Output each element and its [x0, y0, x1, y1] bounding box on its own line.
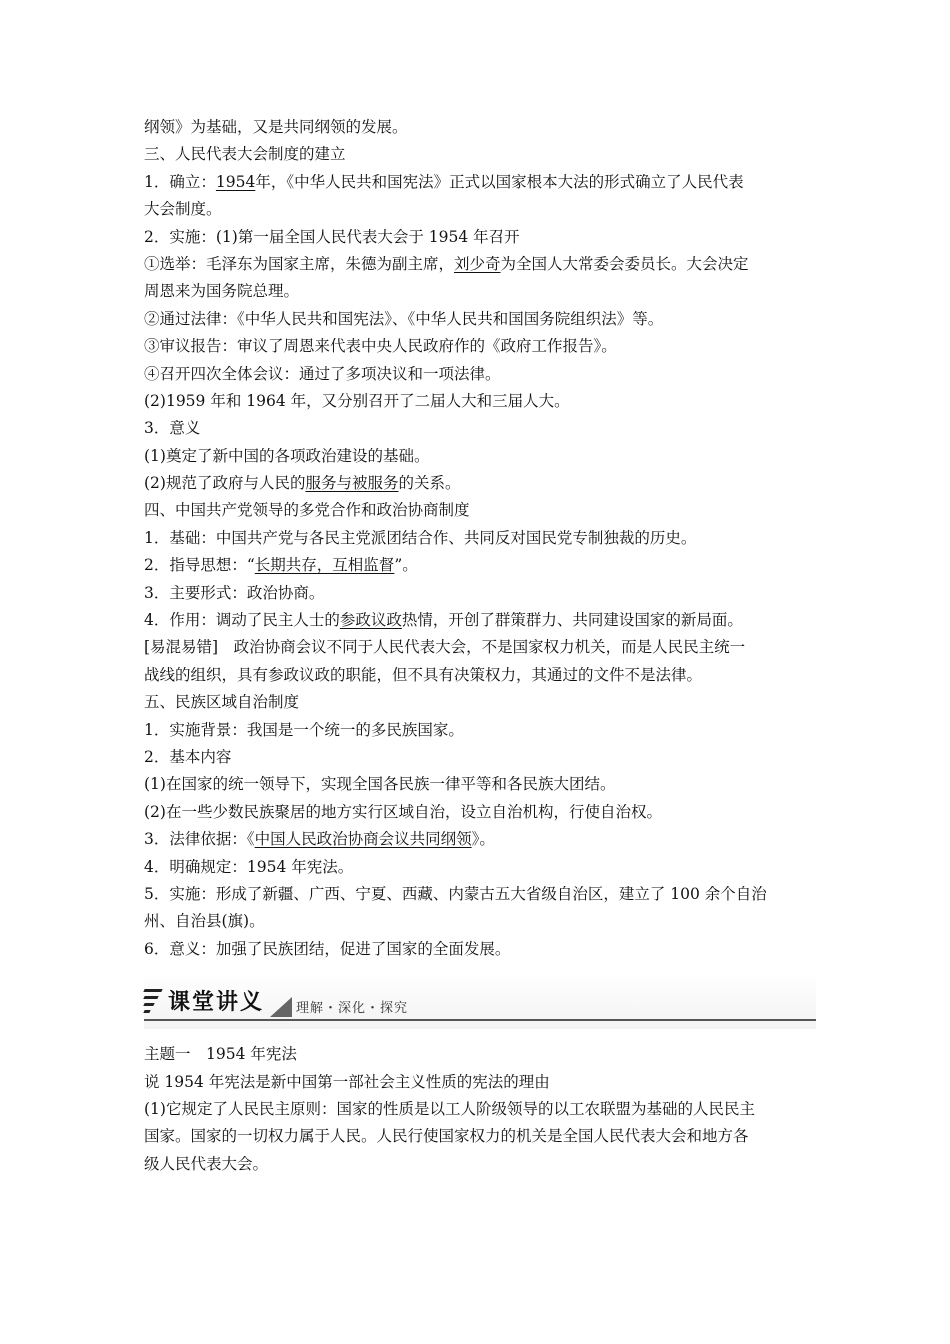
underlined-term: 中国人民政治协商会议共同纲领 [254, 830, 472, 849]
text-line [144, 278, 816, 305]
text-run: 6．意义：加强了民族团结，促进了国家的全面发展。 [144, 939, 511, 958]
text-line [144, 826, 816, 853]
text-line [144, 141, 816, 168]
text-run: 级人民代表大会。 [144, 1154, 269, 1173]
text-run: 热情，开创了群策群力、共同建设国家的新局面。 [401, 611, 743, 630]
text-run: [易混易错] 政治协商会议不同于人民代表大会，不是国家权力机关，而是人民民主统一 [144, 638, 746, 657]
text-run: 3．主要形式：政治协商。 [144, 583, 325, 602]
section-banner [144, 973, 816, 1029]
text-line [144, 525, 816, 552]
text-run: 1．确立： [144, 172, 216, 191]
underlined-term: 长期共存，互相监督 [254, 556, 395, 575]
text-line [144, 169, 816, 196]
text-run: 四、中国共产党领导的多党合作和政治协商制度 [144, 501, 470, 520]
text-run: 》。 [471, 830, 495, 849]
text-run: ①选举：毛泽东为国家主席，朱德为副主席， [144, 254, 455, 273]
text-run: 纲领》为基础，又是共同纲领的发展。 [144, 118, 408, 136]
text-run: 说 1954 年宪法是新中国第一部社会主义性质的宪法的理由 [144, 1072, 550, 1091]
underlined-term: 参政议政 [339, 611, 402, 630]
text-run: (2)在一些少数民族聚居的地方实行区域自治，设立自治机构，行使自治权。 [144, 802, 662, 821]
text-line [144, 1123, 816, 1150]
text-run: 州、自治县(旗)。 [144, 912, 265, 931]
text-run: 战线的组织，具有参政议政的职能，但不具有决策权力，其通过的文件不是法律。 [144, 665, 703, 684]
text-run: (1)它规定了人民民主原则：国家的性质是以工人阶级领导的以工农联盟为基础的人民民主 [144, 1099, 755, 1118]
text-run: 周恩来为国务院总理。 [144, 282, 300, 301]
text-line [144, 662, 816, 689]
text-run: (1)奠定了新中国的各项政治建设的基础。 [144, 446, 430, 465]
banner-stripes-icon [144, 989, 162, 1013]
text-line [144, 470, 816, 497]
text-run: 的关系。 [398, 474, 461, 493]
text-run: 2．实施：(1)第一届全国人民代表大会于 1954 年召开 [144, 227, 520, 246]
document-body-lower [144, 1041, 816, 1178]
banner-rule [144, 1019, 816, 1021]
text-line [144, 580, 816, 607]
text-run: 大会制度。 [144, 200, 222, 219]
text-line [144, 251, 816, 278]
text-line [144, 1096, 816, 1123]
text-line [144, 497, 816, 524]
text-line [144, 854, 816, 881]
text-run: ③审议报告：审议了周恩来代表中央人民政府作的《政府工作报告》。 [144, 337, 617, 356]
text-run: 国家。国家的一切权力属于人民。人民行使国家权力的机关是全国人民代表大会和地方各 [144, 1127, 749, 1146]
text-line [144, 689, 816, 716]
text-line [144, 936, 816, 963]
text-run: 2．指导思想：“ [144, 556, 255, 575]
banner-title: 课堂讲义 [168, 990, 265, 1016]
text-run: ②通过法律：《中华人民共和国宪法》、《中华人民共和国国务院组织法》等。 [144, 309, 664, 328]
text-line [144, 881, 816, 908]
banner-triangle-icon [270, 997, 292, 1017]
text-line [144, 361, 816, 388]
text-line [144, 443, 816, 470]
text-line [144, 799, 816, 826]
text-line [144, 415, 816, 442]
text-line [144, 607, 816, 634]
text-line [144, 771, 816, 798]
text-run: 5．实施：形成了新疆、广西、宁夏、西藏、内蒙古五大省级自治区，建立了 100 余个自治 [144, 884, 767, 903]
text-run: 三、人民代表大会制度的建立 [144, 145, 346, 164]
text-line [144, 552, 816, 579]
text-line [144, 306, 816, 333]
text-line [144, 224, 816, 251]
underlined-term: 刘少奇 [454, 254, 501, 273]
text-run: (2)规范了政府与人民的 [144, 474, 306, 493]
text-line [144, 388, 816, 415]
text-line [144, 717, 816, 744]
text-run: ④召开四次全体会议：通过了多项决议和一项法律。 [144, 364, 501, 383]
text-line [144, 908, 816, 935]
text-run: 1．基础：中国共产党与各民主党派团结合作、共同反对国民党专制独裁的历史。 [144, 528, 697, 547]
text-run: 2．基本内容 [144, 747, 232, 766]
text-run: 年，《中华人民共和国宪法》正式以国家根本大法的形式确立了人民代表 [255, 172, 744, 191]
text-run: ”。 [394, 556, 418, 575]
text-line [144, 744, 816, 771]
document-page [144, 114, 816, 1178]
text-run: 3．意义 [144, 419, 201, 438]
text-line [144, 634, 816, 661]
text-line [144, 114, 816, 141]
text-run: 4．作用：调动了民主人士的 [144, 611, 340, 630]
text-run: 4．明确规定：1954 年宪法。 [144, 857, 354, 876]
text-run: 五、民族区域自治制度 [144, 693, 300, 712]
text-run: 1．实施背景：我国是一个统一的多民族国家。 [144, 720, 464, 739]
text-line [144, 196, 816, 223]
text-line [144, 1069, 816, 1096]
text-line [144, 1041, 816, 1068]
text-run: 为全国人大常委会委员长。大会决定 [500, 254, 749, 273]
banner-subtitle: 理解・深化・探究 [296, 1001, 409, 1017]
text-run: (1)在国家的统一领导下，实现全国各民族一律平等和各民族大团结。 [144, 775, 616, 794]
text-run: 主题一 1954 年宪法 [144, 1045, 297, 1064]
underlined-term: 1954 [215, 172, 256, 191]
text-run: (2)1959 年和 1964 年，又分别召开了二届人大和三届人大。 [144, 391, 570, 410]
text-line [144, 1151, 816, 1178]
text-line [144, 333, 816, 360]
document-body-upper [144, 114, 816, 963]
text-run: 3．法律依据：《 [144, 830, 255, 849]
underlined-term: 服务与被服务 [305, 474, 399, 493]
